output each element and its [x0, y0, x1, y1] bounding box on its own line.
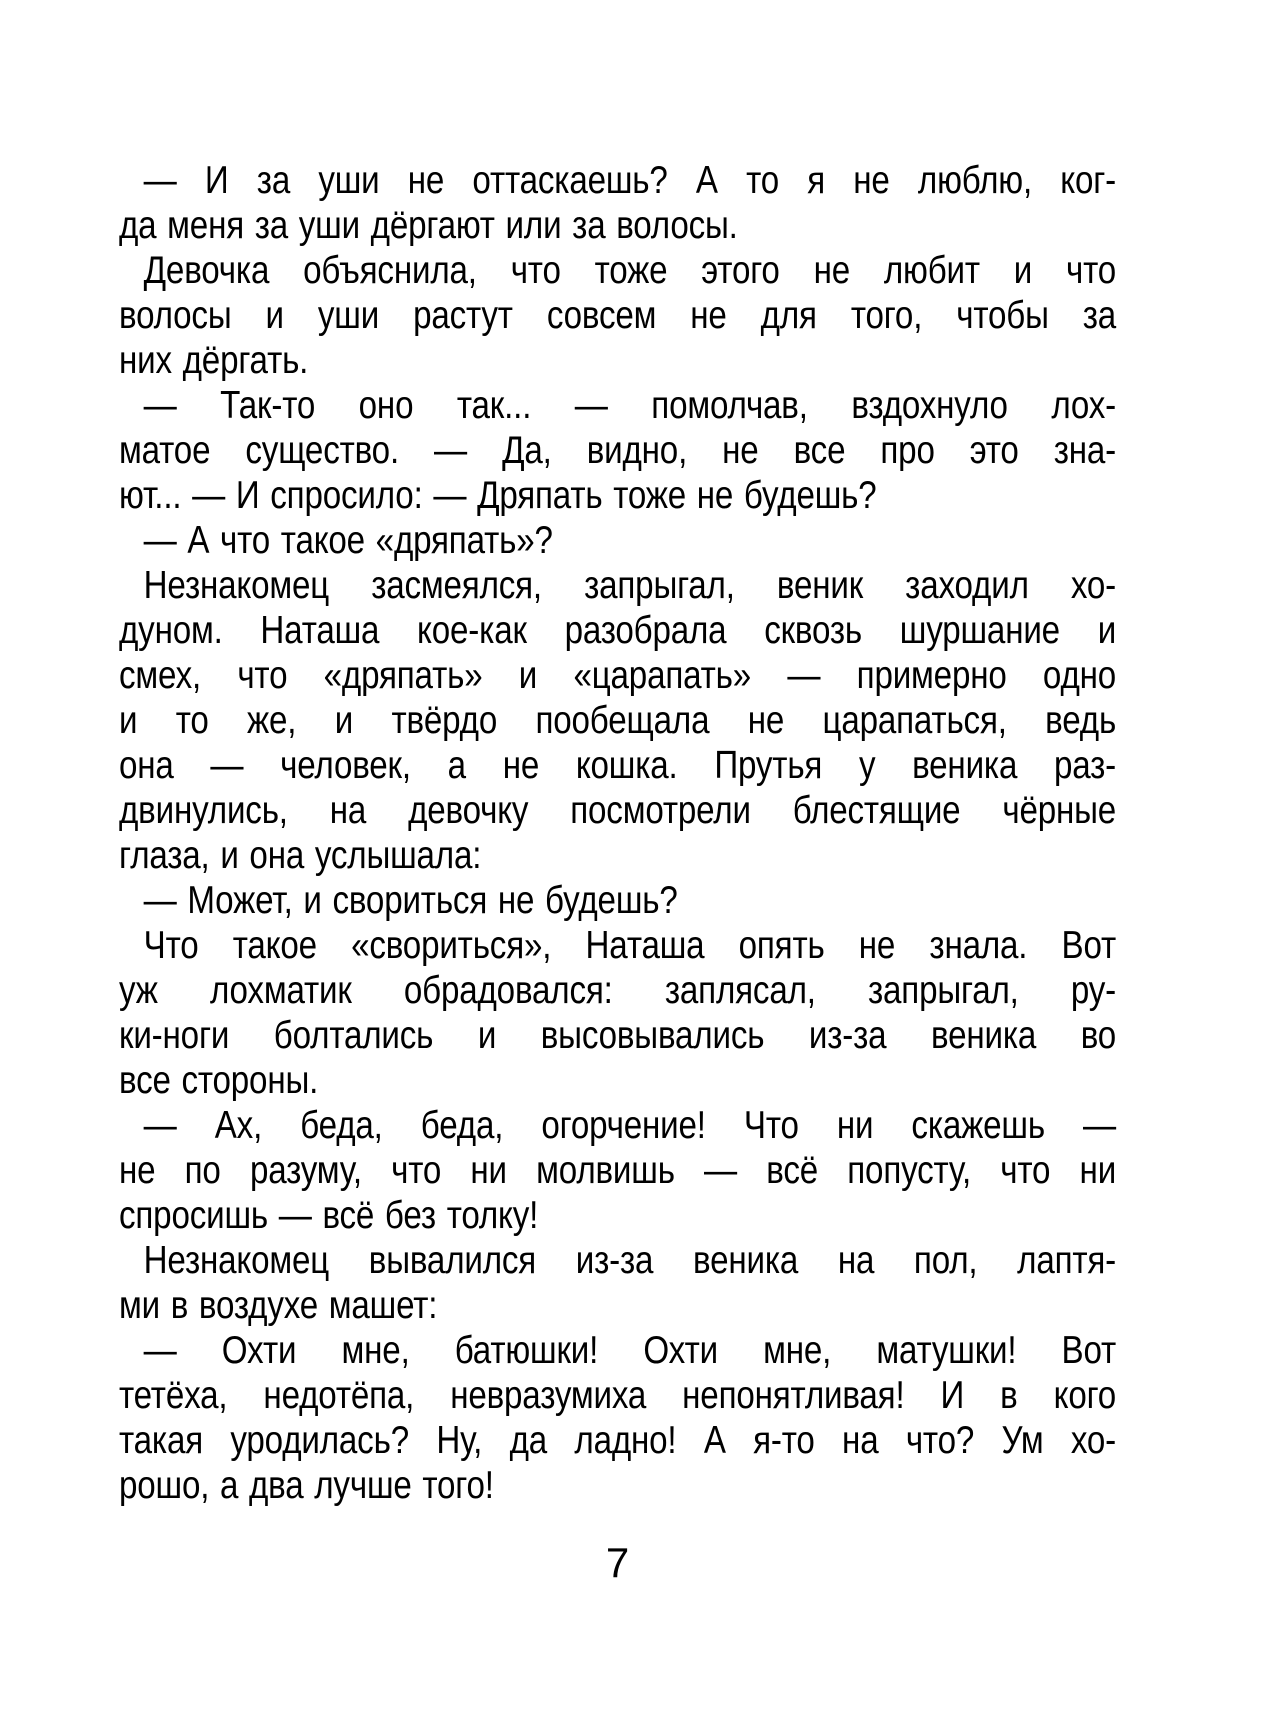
text-line: дуном. Наташа кое-как разобрала сквозь шуршание и: [119, 609, 1117, 652]
text-line: — Так-то оно так... — помолчав, вздохнуло лох-: [143, 384, 1117, 427]
paragraph: [119, 158, 1116, 248]
text-line: она — человек, а не кошка. Прутья у веника раз-: [119, 744, 1117, 787]
page-number: 7: [605, 1539, 630, 1586]
text-line: — Может, и свориться не будешь?: [143, 879, 678, 922]
text-line: — И за уши не оттаскаешь? А то я не люблю, ког-: [143, 159, 1117, 202]
text-line: смех, что «дряпать» и «царапать» — примерно одно: [119, 654, 1117, 697]
text-line: двинулись, на девочку посмотрели блестящие чёрные: [119, 789, 1117, 832]
text-line: матое существо. — Да, видно, не все про это зна-: [119, 429, 1117, 472]
text-column: [119, 158, 1116, 1508]
text-line: тетёха, недотёпа, невразумиха непонятливая! И в кого: [119, 1374, 1117, 1417]
text-line: уж лохматик обрадовался: заплясал, запрыгал, ру-: [119, 969, 1117, 1012]
paragraph: [119, 248, 1116, 383]
text-line: ки-ноги болтались и высовывались из-за веника во: [119, 1014, 1117, 1057]
paragraph: [119, 518, 1116, 563]
paragraph: [119, 923, 1116, 1103]
text-line: — Охти мне, батюшки! Охти мне, матушки! Вот: [143, 1329, 1117, 1372]
text-line: рошо, а два лучше того!: [119, 1464, 494, 1507]
text-line: да меня за уши дёргают или за волосы.: [119, 204, 738, 247]
text-line: не по разуму, что ни молвишь — всё попусту, что ни: [119, 1149, 1117, 1192]
text-line: спросишь — всё без толку!: [119, 1194, 539, 1237]
text-line: глаза, и она услышала:: [119, 834, 482, 877]
paragraph: [119, 878, 1116, 923]
text-line: ют... — И спросило: — Дряпать тоже не будешь?: [119, 474, 877, 517]
body-text: [119, 158, 1116, 1508]
paragraph: [119, 383, 1116, 518]
text-line: ми в воздухе машет:: [119, 1284, 438, 1327]
paragraph: [119, 1103, 1116, 1238]
text-line: Незнакомец вывалился из-за веника на пол, лаптя-: [143, 1239, 1117, 1282]
paragraph: [119, 1238, 1116, 1328]
text-line: такая уродилась? Ну, да ладно! А я-то на что? Ум хо-: [119, 1419, 1117, 1462]
text-line: Девочка объяснила, что тоже этого не любит и что: [143, 249, 1117, 292]
text-line: Незнакомец засмеялся, запрыгал, веник заходил хо-: [143, 564, 1117, 607]
paragraph: [119, 1328, 1116, 1508]
text-line: все стороны.: [119, 1059, 319, 1102]
paragraph: [119, 563, 1116, 878]
text-line: — А что такое «дряпать»?: [143, 519, 553, 562]
text-line: них дёргать.: [119, 339, 309, 382]
text-line: и то же, и твёрдо пообещала не царапаться, ведь: [119, 699, 1117, 742]
text-line: волосы и уши растут совсем не для того, чтобы за: [119, 294, 1117, 337]
text-line: Что такое «свориться», Наташа опять не знала. Вот: [143, 924, 1117, 967]
text-line: — Ах, беда, беда, огорчение! Что ни скажешь —: [143, 1104, 1117, 1147]
